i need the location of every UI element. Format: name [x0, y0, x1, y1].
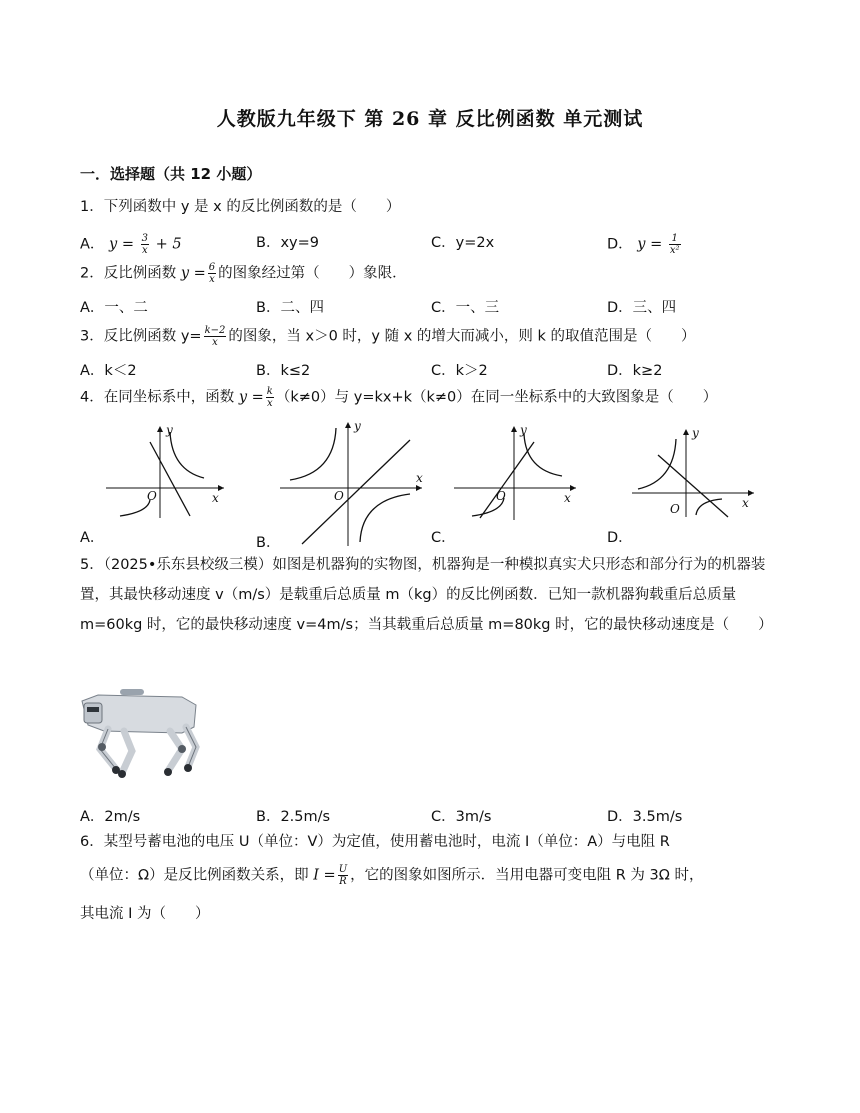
page-title: 人教版九年级下 第 26 章 反比例函数 单元测试: [216, 108, 644, 130]
y-axis-label: y: [520, 423, 527, 437]
x-axis-label: x: [742, 496, 749, 510]
origin-label: O: [496, 489, 506, 503]
question-6-line-2: （单位：Ω）是反比例函数关系，即 I = $\frac{U}{R}$ ，它的图象如图所示．当用电器可变电阻 R 为 3Ω 时，: [80, 864, 704, 887]
fraction: $\frac{6}{x}$: [208, 262, 216, 285]
fraction: $\frac{k-2}{x}$: [204, 325, 226, 348]
q3-option-d[interactable]: D．k≥2: [607, 363, 663, 379]
q1-option-b[interactable]: B．xy=9: [256, 235, 319, 251]
q5-option-d[interactable]: D．3.5m/s: [607, 809, 683, 825]
q2-option-b[interactable]: B．二、四: [256, 300, 324, 316]
origin-label: O: [334, 489, 344, 503]
robot-dog-image: [78, 683, 206, 779]
q5-option-a[interactable]: A．2m/s: [80, 809, 141, 825]
question-2-stem: 2．反比例函数 y = $\frac{6}{x}$ 的图象经过第（ ）象限．: [80, 262, 407, 285]
y-axis-label: y: [166, 423, 173, 437]
q3-option-a[interactable]: A．k＜2: [80, 363, 137, 379]
q4-option-c[interactable]: C．: [431, 530, 456, 546]
fraction: $\frac{1}{\text{x²}}$: [669, 233, 680, 256]
q1-option-c[interactable]: C．y=2x: [431, 235, 495, 251]
q2-option-c[interactable]: C．一、三: [431, 300, 500, 316]
hyperbola-branch: [290, 428, 336, 480]
fraction: $\frac{U}{R}$: [338, 864, 348, 887]
section-heading: 一．选择题（共 12 小题）: [80, 165, 262, 183]
question-6-line-1: 6．某型号蓄电池的电压 U（单位：V）为定值，使用蓄电池时，电流 I（单位：A）与电阻 R: [80, 834, 670, 850]
q2-option-d[interactable]: D．三、四: [607, 300, 677, 316]
option-label: A．: [80, 236, 105, 253]
q2-option-a[interactable]: A．一、二: [80, 300, 148, 316]
q5-option-b[interactable]: B．2.5m/s: [256, 809, 331, 825]
q1-option-a[interactable]: [80, 233, 182, 256]
hyperbola-branch: [524, 434, 562, 476]
line-graph: [302, 440, 410, 544]
y-axis-label: y: [692, 426, 699, 440]
fraction: $\frac{k}{x}$: [266, 386, 273, 409]
line-graph: [150, 442, 190, 516]
fraction: $\frac{3}{x}$: [141, 233, 148, 256]
x-axis-label: x: [212, 491, 219, 505]
line-graph: [480, 442, 534, 518]
question-6-line-3: 其电流 I 为（ ）: [80, 906, 210, 922]
question-4-stem: 4．在同坐标系中，函数 y = $\frac{k}{x}$ （k≠0）与 y=kx+k（k≠0）在同一坐标系中的大致图象是（ ）: [80, 386, 718, 409]
math-text: + 5: [155, 236, 182, 253]
line-graph: [658, 455, 728, 517]
hyperbola-branch: [120, 500, 150, 516]
hyperbola-branch: [360, 494, 410, 542]
origin-label: O: [147, 489, 157, 503]
question-1-stem: 1．下列函数中 y 是 x 的反比例函数的是（ ）: [80, 199, 401, 215]
q5-option-c[interactable]: C．3m/s: [431, 809, 492, 825]
hyperbola-branch: [696, 499, 722, 515]
y-axis-label: y: [354, 419, 361, 433]
question-5-stem: 5．（2025•乐东县校级三模）如图是机器狗的实物图，机器狗是一种模拟真实犬只形态和部分行为的机器装置，其最快移动速度 v（m/s）是载重后总质量 m（kg）的反比例函数．已知一款机器狗载重后总质量 m=60kg 时，它的最快移动速度 v=4m/s；当其载重后总质量 m=80kg 时，它的最快移动速度是（ ）: [80, 557, 773, 633]
q4-option-b[interactable]: B．: [256, 535, 281, 551]
math-text: y =: [109, 236, 134, 253]
origin-label: O: [670, 502, 680, 516]
q1-option-d[interactable]: D． y = $\frac{1}{\text{x²}}$: [607, 233, 680, 256]
q4-graph-a: [100, 420, 230, 520]
q4-graph-c: [450, 422, 580, 522]
hyperbola-branch: [638, 439, 676, 489]
q4-option-a[interactable]: A．: [80, 530, 105, 546]
q4-graph-b: [276, 418, 426, 548]
q4-graph-d: [628, 425, 758, 520]
x-axis-label: x: [564, 491, 571, 505]
q3-option-c[interactable]: C．k＞2: [431, 363, 488, 379]
hyperbola-branch: [170, 432, 204, 478]
q3-option-b[interactable]: B．k≤2: [256, 363, 311, 379]
q4-option-d[interactable]: D．: [607, 530, 633, 546]
question-3-stem: 3．反比例函数 y= $\frac{k-2}{x}$ 的图象，当 x＞0 时，y 随 x 的增大而减小，则 k 的取值范围是（ ）: [80, 325, 696, 348]
x-axis-label: x: [416, 471, 423, 485]
